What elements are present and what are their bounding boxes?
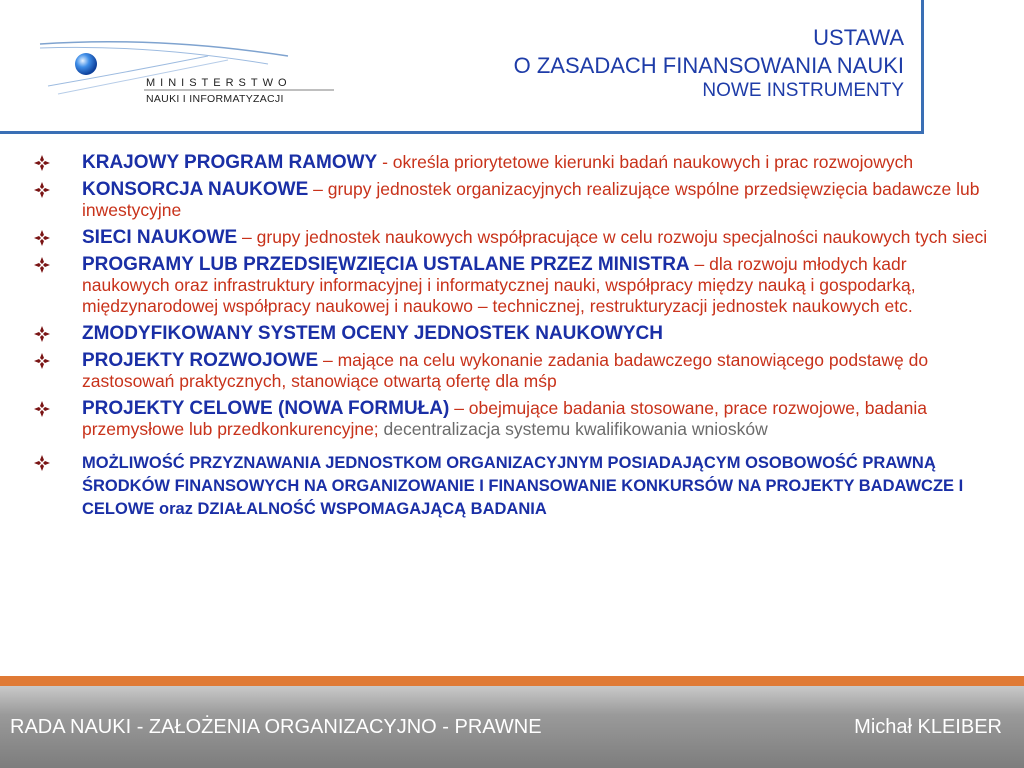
diamond-bullet-icon [34, 326, 50, 342]
list-item [30, 323, 990, 344]
item-description: – obejmujące badania stosowane, prace rozwojowe, badania przemysłowe lub przedkonkurencyjne; [82, 398, 927, 439]
slide-footer [0, 686, 1024, 768]
item-heading: PROJEKTY CELOWE (NOWA FORMUŁA) [82, 398, 450, 419]
list-item [30, 452, 990, 521]
diamond-bullet-icon [34, 353, 50, 369]
footer-title: RADA NAUKI - ZAŁOŻENIA ORGANIZACYJNO - PRAWNE [10, 716, 542, 738]
item-heading: KRAJOWY PROGRAM RAMOWY [82, 152, 378, 173]
diamond-bullet-icon [34, 155, 50, 171]
bullet-list [30, 152, 990, 527]
list-item [30, 254, 990, 317]
list-item [30, 227, 990, 248]
item-description: - określa priorytetowe kierunki badań naukowych i prac rozwojowych [377, 152, 914, 172]
logo-text-line1: MINISTERSTWO [146, 77, 292, 89]
list-item [30, 398, 990, 440]
footer-accent-band [0, 676, 1024, 686]
diamond-bullet-icon [34, 401, 50, 417]
item-heading: PROGRAMY LUB PRZEDSIĘWZIĘCIA USTALANE PRZEZ MINISTRA [82, 254, 690, 275]
item-description: – grupy jednostek naukowych współpracujące w celu rozwoju specjalności naukowych tych sieci [237, 227, 988, 247]
title-line3: NOWE INSTRUMENTY [702, 80, 904, 101]
diamond-bullet-icon [34, 257, 50, 273]
list-item [30, 179, 990, 221]
slide-header [0, 0, 1024, 145]
slide-title [514, 24, 904, 103]
diamond-bullet-icon [34, 455, 50, 471]
list-item [30, 350, 990, 392]
item-heading: ZMODYFIKOWANY SYSTEM OCENY JEDNOSTEK NAUKOWYCH [82, 323, 663, 344]
title-line1: USTAWA [813, 25, 904, 50]
list-item [30, 152, 990, 173]
diamond-bullet-icon [34, 230, 50, 246]
footer-author: Michał KLEIBER [854, 716, 1002, 738]
item-heading: MOŻLIWOŚĆ PRZYZNAWANIA JEDNOSTKOM ORGANIZACYJNYM POSIADAJĄCYM OSOBOWOŚĆ PRAWNĄ ŚRODKÓW FINANSOWYCH NA ORGANIZOWANIE I FINANSOWANIE KONKURSÓW NA PROJEKTY BADAWCZE I CELOWE oraz DZIAŁALNOŚĆ WSPOMAGAJĄCĄ BADANIA [82, 454, 964, 518]
diamond-bullet-icon [34, 182, 50, 198]
item-heading: PROJEKTY ROZWOJOWE [82, 350, 319, 371]
item-description: – grupy jednostek organizacyjnych realizujące wspólne przedsięwzięcia badawcze lub inwestycyjne [82, 179, 980, 220]
item-description: – dla rozwoju młodych kadr naukowych oraz infrastruktury informacyjnej i informatycznej nauki, współpracy między nauką i gospodarką, międzynarodowej współpracy naukowej i naukowo – technicznej, restrukturyzacji jednostek naukowych etc. [82, 254, 916, 316]
title-line2: O ZASADACH FINANSOWANIA NAUKI [513, 52, 904, 78]
item-description: – mające na celu wykonanie zadania badawczego stanowiącego podstawę do zastosowań praktycznych, stanowiące otwartą ofertę dla mśp [82, 350, 929, 391]
item-heading: SIECI NAUKOWE [82, 227, 238, 248]
item-note: decentralizacja systemu kwalifikowania wniosków [378, 419, 768, 439]
logo-text-line2: NAUKI I INFORMATYZACJI [146, 93, 284, 105]
item-heading: KONSORCJA NAUKOWE [82, 179, 309, 200]
